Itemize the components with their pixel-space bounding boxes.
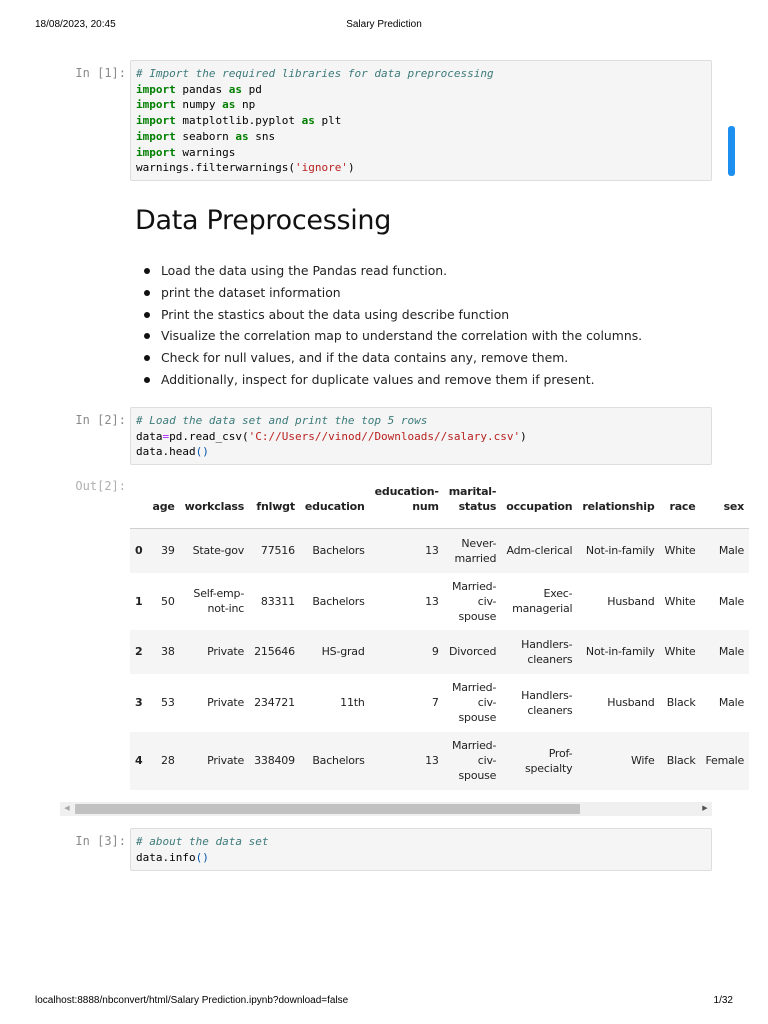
module-name: seaborn bbox=[182, 129, 229, 143]
keyword: as bbox=[222, 98, 236, 112]
table-cell: Private bbox=[207, 645, 245, 658]
row-index: 3 bbox=[135, 696, 143, 709]
table-cell: Bachelors bbox=[312, 754, 365, 767]
list-item: Load the data using the Pandas read function. bbox=[135, 260, 642, 282]
alias: np bbox=[242, 98, 256, 112]
code-comment: # about the data set bbox=[136, 835, 269, 848]
print-header bbox=[35, 19, 733, 33]
table-cell: 13 bbox=[425, 754, 439, 767]
string-literal: 'C://Users//vinod//Downloads//salary.csv' bbox=[248, 429, 521, 443]
scrollbar-thumb[interactable] bbox=[75, 804, 580, 814]
column-header: education bbox=[304, 500, 365, 513]
row-index: 0 bbox=[135, 544, 143, 558]
function-call: warnings.filterwarnings( bbox=[136, 161, 295, 175]
row-index: 4 bbox=[135, 754, 143, 767]
code-cell-3[interactable] bbox=[130, 828, 712, 871]
table-cell: Male bbox=[718, 696, 745, 709]
dataframe-output bbox=[130, 478, 745, 793]
column-header: age bbox=[152, 500, 175, 513]
list-item: Print the stastics about the data using describe function bbox=[135, 304, 642, 326]
column-header: marital-status bbox=[448, 485, 497, 513]
paren: () bbox=[195, 445, 209, 459]
table-cell: State-gov bbox=[192, 544, 245, 558]
table-cell: 215646 bbox=[254, 645, 295, 658]
input-prompt-1: In [1]: bbox=[75, 66, 126, 80]
keyword: as bbox=[235, 129, 249, 143]
table-row bbox=[130, 732, 749, 790]
table-header-row bbox=[130, 478, 749, 529]
keyword: import bbox=[136, 98, 176, 112]
table-cell: Private bbox=[207, 754, 245, 767]
alias: sns bbox=[255, 129, 276, 143]
table-cell: White bbox=[664, 594, 696, 608]
row-index: 1 bbox=[135, 594, 143, 608]
table-cell: 38 bbox=[161, 645, 175, 658]
list-item: print the dataset information bbox=[135, 282, 642, 304]
table-cell: 234721 bbox=[254, 696, 295, 709]
table-cell: Husband bbox=[607, 594, 655, 608]
paren: () bbox=[195, 850, 209, 864]
preprocessing-steps-list bbox=[135, 260, 642, 391]
output-prompt-2: Out[2]: bbox=[75, 479, 126, 493]
table-cell: 9 bbox=[431, 645, 439, 658]
table-cell: Handlers-cleaners bbox=[521, 688, 573, 717]
table-cell: Not-in-family bbox=[585, 645, 655, 658]
table-cell: Female bbox=[705, 754, 745, 767]
code-comment: # Load the data set and print the top 5 rows bbox=[136, 414, 428, 427]
keyword: as bbox=[301, 114, 315, 128]
table-cell: 39 bbox=[161, 544, 175, 558]
scroll-left-arrow-icon[interactable]: ◀ bbox=[64, 805, 70, 812]
paren: ) bbox=[520, 429, 527, 443]
scroll-right-arrow-icon[interactable]: ▶ bbox=[702, 805, 708, 812]
table-cell: HS-grad bbox=[321, 645, 365, 658]
table-row bbox=[130, 674, 749, 732]
table-cell: Black bbox=[666, 754, 696, 767]
table-cell: Private bbox=[207, 696, 245, 709]
dataframe-table bbox=[130, 478, 749, 790]
print-url: localhost:8888/nbconvert/html/Salary Prediction.ipynb?download=false bbox=[35, 995, 349, 1006]
table-cell: White bbox=[664, 645, 696, 658]
table-cell: Exec-managerial bbox=[512, 587, 573, 615]
column-header: race bbox=[669, 500, 696, 513]
table-cell: Prof-specialty bbox=[524, 746, 573, 775]
table-cell: 11th bbox=[340, 696, 365, 709]
table-cell: Male bbox=[718, 594, 745, 608]
table-cell: Male bbox=[718, 645, 745, 658]
list-item: Check for null values, and if the data contains any, remove them. bbox=[135, 347, 642, 369]
keyword: as bbox=[228, 82, 242, 96]
column-header: education-num bbox=[374, 485, 439, 513]
module-name: numpy bbox=[182, 98, 216, 112]
print-date: 18/08/2023, 20:45 bbox=[35, 19, 116, 30]
column-header: relationship bbox=[582, 500, 655, 513]
table-cell: 77516 bbox=[260, 544, 295, 558]
string-literal: 'ignore' bbox=[294, 161, 348, 175]
table-row bbox=[130, 573, 749, 630]
function-call: pd.read_csv( bbox=[169, 429, 249, 443]
module-name: warnings bbox=[182, 145, 236, 159]
table-cell: 13 bbox=[425, 544, 439, 558]
table-cell: Married-civ-spouse bbox=[451, 681, 497, 724]
variable: data bbox=[136, 429, 163, 443]
module-name: pandas bbox=[182, 82, 223, 96]
code-comment: # Import the required libraries for data preprocessing bbox=[136, 67, 494, 80]
table-cell: 13 bbox=[425, 594, 439, 608]
input-prompt-3: In [3]: bbox=[75, 834, 126, 848]
scroll-position-marker[interactable] bbox=[728, 126, 735, 176]
column-header: workclass bbox=[184, 500, 245, 513]
table-cell: Wife bbox=[630, 754, 655, 767]
function-call: data.info bbox=[136, 850, 196, 864]
page-number: 1/32 bbox=[713, 995, 733, 1006]
table-cell: 53 bbox=[161, 696, 175, 709]
section-heading: Data Preprocessing bbox=[135, 205, 392, 236]
module-name: matplotlib.pyplot bbox=[182, 114, 295, 128]
keyword: import bbox=[136, 82, 176, 96]
input-prompt-2: In [2]: bbox=[75, 413, 126, 427]
table-cell: Divorced bbox=[448, 645, 497, 658]
code-cell-1[interactable] bbox=[130, 60, 712, 181]
table-cell: 28 bbox=[161, 754, 175, 767]
column-header: fnlwgt bbox=[256, 500, 295, 513]
table-cell: Black bbox=[666, 696, 696, 709]
list-item: Additionally, inspect for duplicate values and remove them if present. bbox=[135, 369, 642, 391]
keyword: import bbox=[136, 145, 176, 159]
table-cell: Not-in-family bbox=[585, 544, 655, 558]
table-cell: Adm-clerical bbox=[506, 544, 573, 558]
table-cell: 83311 bbox=[260, 594, 295, 608]
table-cell: 7 bbox=[431, 696, 439, 709]
table-cell: White bbox=[664, 544, 696, 558]
table-cell: 338409 bbox=[254, 754, 295, 767]
alias: plt bbox=[321, 114, 342, 128]
alias: pd bbox=[248, 82, 262, 96]
print-footer bbox=[35, 995, 733, 1009]
keyword: import bbox=[136, 114, 176, 128]
keyword: import bbox=[136, 129, 176, 143]
column-header: sex bbox=[723, 500, 745, 513]
code-cell-2[interactable] bbox=[130, 407, 712, 465]
table-row bbox=[130, 630, 749, 674]
table-cell: Bachelors bbox=[312, 544, 365, 558]
table-row bbox=[130, 529, 749, 573]
table-cell: 50 bbox=[161, 594, 175, 608]
list-item: Visualize the correlation map to understand the correlation with the columns. bbox=[135, 325, 642, 347]
table-cell: Married-civ-spouse bbox=[451, 739, 497, 782]
column-header: occupation bbox=[506, 500, 573, 513]
table-cell: Bachelors bbox=[312, 594, 365, 608]
print-title: Salary Prediction bbox=[346, 19, 422, 30]
horizontal-scrollbar[interactable] bbox=[60, 802, 712, 816]
table-cell: Handlers-cleaners bbox=[521, 637, 573, 666]
table-cell: Male bbox=[718, 544, 745, 558]
table-cell: Married-civ-spouse bbox=[451, 579, 497, 623]
operator: = bbox=[162, 429, 170, 443]
table-cell: Self-emp-not-inc bbox=[193, 587, 245, 615]
column-header bbox=[130, 478, 147, 529]
table-cell: Never-married bbox=[454, 536, 497, 565]
row-index: 2 bbox=[135, 645, 143, 658]
table-cell: Husband bbox=[607, 696, 655, 709]
paren: ) bbox=[347, 161, 355, 175]
function-call: data.head bbox=[136, 445, 196, 459]
